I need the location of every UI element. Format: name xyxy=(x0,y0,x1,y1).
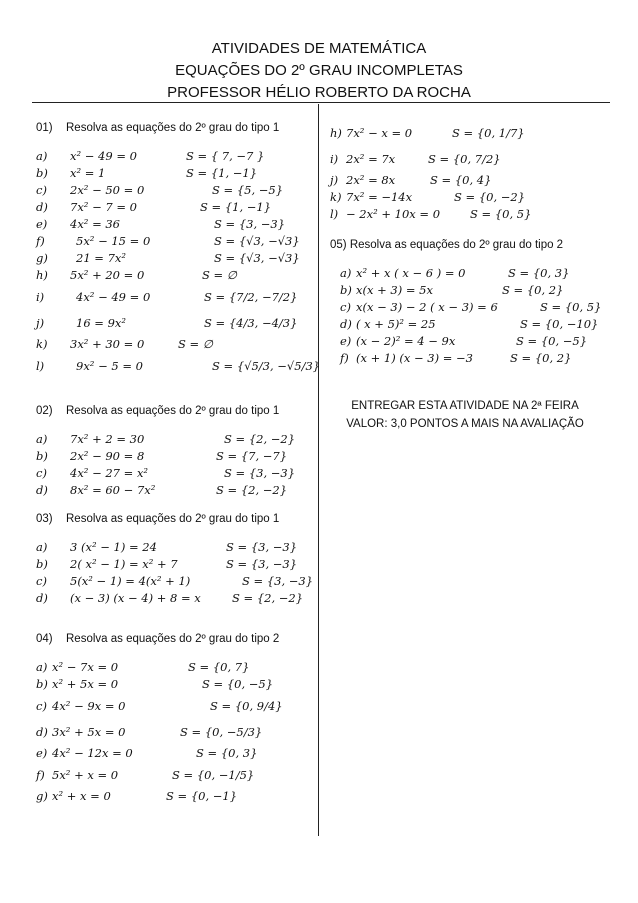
section-02-title: 02) Resolva as equações do 2º grau do tipo 1 xyxy=(36,405,280,417)
exercise-01-f: f) 5x² − 15 = 0 S = {√3, −√3} xyxy=(36,234,300,248)
section-04-list xyxy=(36,659,312,805)
column-divider xyxy=(318,104,319,836)
footer-deadline: ENTREGAR ESTA ATIVIDADE NA 2ª FEIRA xyxy=(351,400,579,412)
section-05-list xyxy=(340,265,620,367)
exercise-01-k: k) 3x² + 30 = 0 S = ∅ xyxy=(36,337,213,351)
exercise-04-l: l) − 2x² + 10x = 0 S = {0, 5} xyxy=(330,207,532,221)
section-02-list xyxy=(36,431,312,499)
exercise-04-f: f) 5x² + x = 0 S = {0, −1/5} xyxy=(36,768,255,782)
exercise-04-g: g) x² + x = 0 S = {0, −1} xyxy=(36,789,238,803)
exercise-04-h: h) 7x² − x = 0 S = {0, 1/7} xyxy=(330,126,525,140)
exercise-05-c: c) x(x − 3) − 2 ( x − 3) = 6 S = {0, 5} xyxy=(340,300,602,314)
exercise-01-i: i) 4x² − 49 = 0 S = {7/2, −7/2} xyxy=(36,290,298,304)
section-04-continued-list xyxy=(330,120,620,223)
exercise-01-d: d) 7x² − 7 = 0 S = {1, −1} xyxy=(36,200,272,214)
exercise-05-b: b) x(x + 3) = 5x S = {0, 2} xyxy=(340,283,564,297)
exercise-04-a: a) x² − 7x = 0 S = {0, 7} xyxy=(36,660,250,674)
header-title: ATIVIDADES DE MATEMÁTICA xyxy=(211,40,427,57)
section-01-list xyxy=(36,148,321,379)
exercise-04-d: d) 3x² + 5x = 0 S = {0, −5/3} xyxy=(36,725,263,739)
header-rule xyxy=(32,102,610,103)
exercise-03-a: a) 3 (x² − 1) = 24 S = {3, −3} xyxy=(36,540,298,554)
footer-note xyxy=(330,397,600,433)
section-03-list xyxy=(36,539,312,607)
section-05-title: 05) Resolva as equações do 2º grau do tipo 2 xyxy=(330,239,564,251)
exercise-02-c: c) 4x² − 27 = x² S = {3, −3} xyxy=(36,466,296,480)
footer-value: VALOR: 3,0 PONTOS A MAIS NA AVALIAÇÃO xyxy=(346,418,584,430)
exercise-01-a: a) x² − 49 = 0 S = { 7, −7 } xyxy=(36,149,265,163)
right-column xyxy=(330,120,620,433)
exercise-01-b: b) x² = 1 S = {1, −1} xyxy=(36,166,258,180)
exercise-01-g: g) 21 = 7x² S = {√3, −√3} xyxy=(36,251,300,265)
exercise-01-j: j) 16 = 9x² S = {4/3, −4/3} xyxy=(36,316,298,330)
exercise-04-j: j) 2x² = 8x S = {0, 4} xyxy=(330,173,492,187)
header-author: PROFESSOR HÉLIO ROBERTO DA ROCHA xyxy=(167,84,471,101)
section-03-title: 03) Resolva as equações do 2º grau do tipo 1 xyxy=(36,513,280,525)
left-column xyxy=(36,122,321,805)
exercise-04-e: e) 4x² − 12x = 0 S = {0, 3} xyxy=(36,746,258,760)
exercise-04-c: c) 4x² − 9x = 0 S = {0, 9/4} xyxy=(36,699,283,713)
page-header xyxy=(0,38,638,104)
exercise-01-l: l) 9x² − 5 = 0 S = {√5/3, −√5/3} xyxy=(36,359,321,373)
exercise-05-d: d) ( x + 5)² = 25 S = {0, −10} xyxy=(340,317,599,331)
exercise-03-b: b) 2( x² − 1) = x² + 7 S = {3, −3} xyxy=(36,557,298,571)
exercise-02-b: b) 2x² − 90 = 8 S = {7, −7} xyxy=(36,449,288,463)
exercise-01-h: h) 5x² + 20 = 0 S = ∅ xyxy=(36,268,237,282)
header-subtitle: EQUAÇÕES DO 2º GRAU INCOMPLETAS xyxy=(175,62,463,79)
exercise-03-d: d) (x − 3) (x − 4) + 8 = x S = {2, −2} xyxy=(36,591,304,605)
exercise-05-a: a) x² + x ( x − 6 ) = 0 S = {0, 3} xyxy=(340,266,570,280)
exercise-02-a: a) 7x² + 2 = 30 S = {2, −2} xyxy=(36,432,296,446)
section-04-title: 04) Resolva as equações do 2º grau do tipo 2 xyxy=(36,633,280,645)
exercise-04-i: i) 2x² = 7x S = {0, 7/2} xyxy=(330,152,501,166)
exercise-04-b: b) x² + 5x = 0 S = {0, −5} xyxy=(36,677,274,691)
exercise-03-c: c) 5(x² − 1) = 4(x² + 1) S = {3, −3} xyxy=(36,574,314,588)
exercise-01-c: c) 2x² − 50 = 0 S = {5, −5} xyxy=(36,183,284,197)
section-01-title: 01) Resolva as equações do 2º grau do tipo 1 xyxy=(36,122,280,134)
exercise-05-f: f) (x + 1) (x − 3) = −3 S = {0, 2} xyxy=(340,351,572,365)
exercise-05-e: e) (x − 2)² = 4 − 9x S = {0, −5} xyxy=(340,334,588,348)
exercise-04-k: k) 7x² = −14x S = {0, −2} xyxy=(330,190,526,204)
exercise-01-e: e) 4x² = 36 S = {3, −3} xyxy=(36,217,286,231)
exercise-02-d: d) 8x² = 60 − 7x² S = {2, −2} xyxy=(36,483,288,497)
